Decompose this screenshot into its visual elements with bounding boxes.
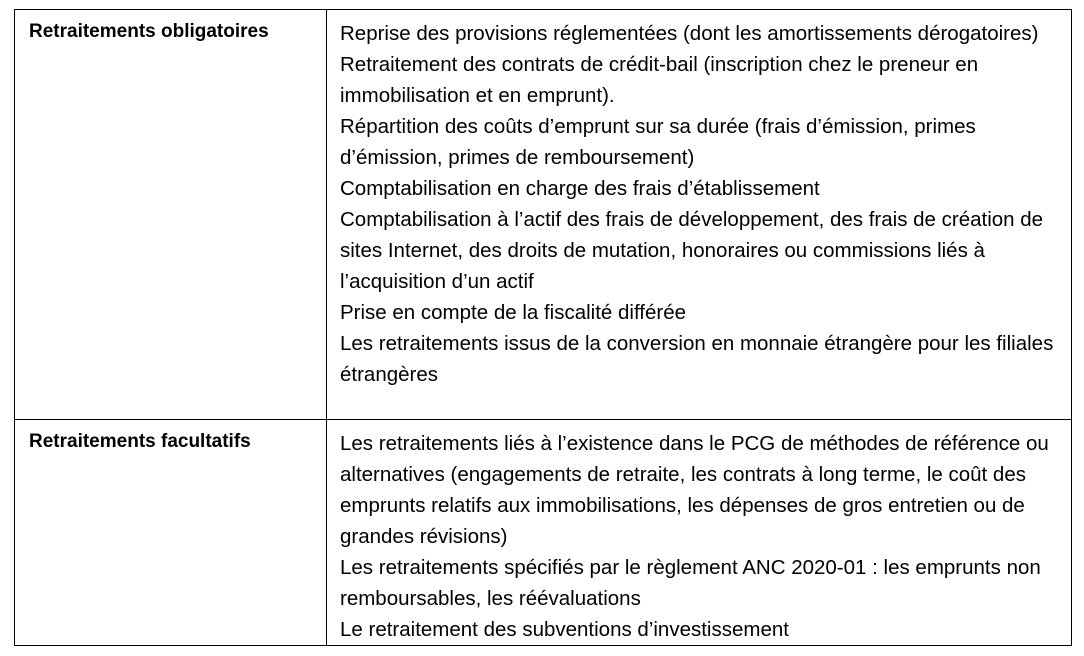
list-item: Répartition des coûts d’emprunt sur sa durée (frais d’émission, primes d’émission, primes de remboursement) xyxy=(340,115,976,169)
retraitements-table xyxy=(14,9,1072,646)
category-label: Retraitements facultatifs xyxy=(29,431,251,452)
category-cell xyxy=(15,10,327,420)
list-item: Les retraitements issus de la conversion en monnaie étrangère pour les filiales étrangères xyxy=(340,332,1054,386)
list-item: Comptabilisation à l’actif des frais de développement, des frais de création de sites Internet, des droits de mutation, honoraires ou commissions liés à l’acquisition d’un actif xyxy=(340,208,1044,293)
table-row-facultatifs xyxy=(15,420,1072,646)
list-item: Comptabilisation en charge des frais d’établissement xyxy=(340,177,820,200)
category-cell xyxy=(15,420,327,646)
list-item: Le retraitement des subventions d’investissement xyxy=(340,618,789,641)
list-item: Retraitement des contrats de crédit-bail (inscription chez le preneur en immobilisation et en emprunt). xyxy=(340,53,979,107)
list-item: Prise en compte de la fiscalité différée xyxy=(340,301,687,324)
table-row-obligatoires xyxy=(15,10,1072,420)
list-item: Les retraitements liés à l’existence dans le PCG de méthodes de référence ou alternatives (engagements de retraite, les contrats à long terme, le coût des emprunts relatifs aux immobilisations, les dépenses de gros entretien ou de grandes révisions) xyxy=(340,432,1049,548)
items-cell xyxy=(327,10,1072,420)
list-item: Les retraitements spécifiés par le règlement ANC 2020-01 : les emprunts non remboursables, les réévaluations xyxy=(340,556,1041,610)
category-label: Retraitements obligatoires xyxy=(29,21,269,42)
list-item: Reprise des provisions réglementées (dont les amortissements dérogatoires) xyxy=(340,22,1039,45)
items-cell xyxy=(327,420,1072,646)
